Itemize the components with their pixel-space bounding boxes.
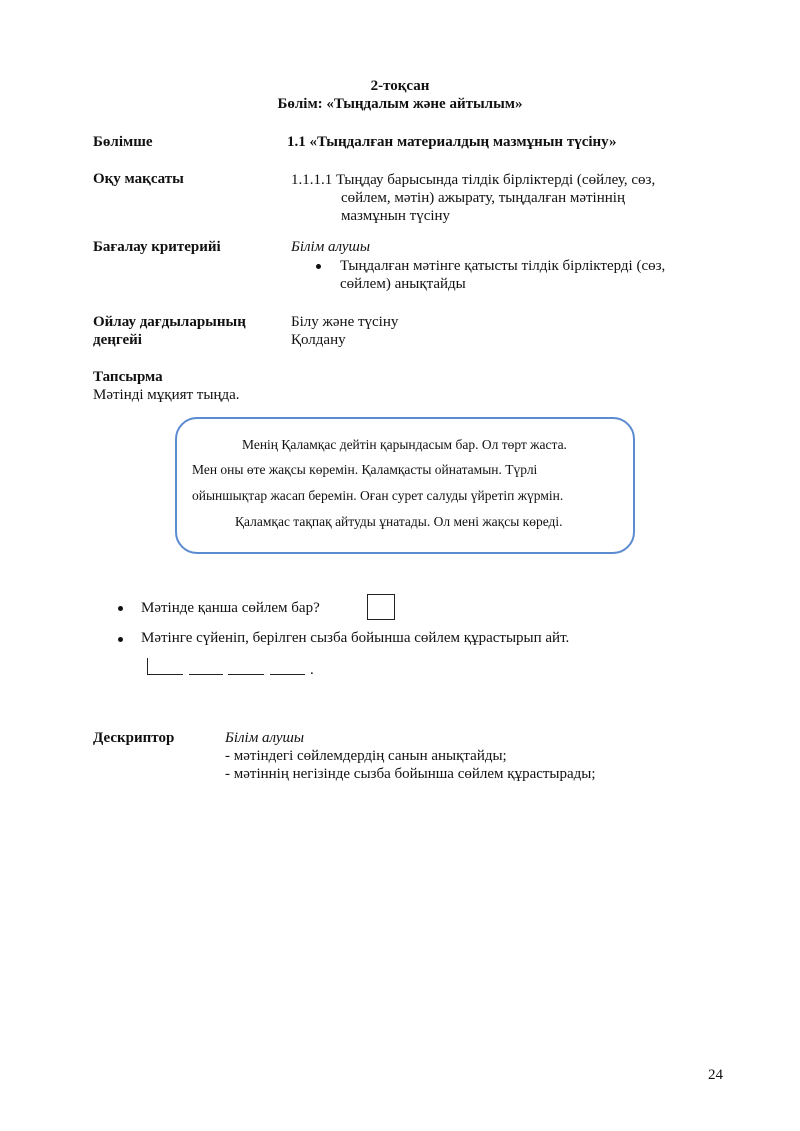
answer-box[interactable] xyxy=(367,594,395,620)
criteria-label: Бағалау критерийі xyxy=(93,239,221,255)
thinking-value-1: Білу және түсіну xyxy=(291,314,399,330)
question-2: Мәтінге сүйеніп, берілген сызба бойынша сөйлем құрастырып айт. xyxy=(141,630,570,646)
subsection-label: Бөлімше xyxy=(93,134,153,150)
scheme-word-2 xyxy=(189,674,223,675)
text-line-1: Менің Қаламқас дейтін қарындасым бар. Ол төрт жаста. xyxy=(242,437,567,452)
question-2-bullet xyxy=(118,637,123,642)
objective-line-3: мазмұнын түсіну xyxy=(341,208,451,224)
objective-line-2: сөйлем, мәтін) ажырату, тыңдалған мәтіннің xyxy=(341,190,625,206)
criteria-intro: Білім алушы xyxy=(291,239,371,255)
scheme-word-4 xyxy=(270,674,305,675)
text-line-2: Мен оны өте жақсы көремін. Қаламқасты ойнатамын. Түрлі xyxy=(192,462,538,477)
criteria-line-2: сөйлем) анықтайды xyxy=(340,276,466,292)
objective-label: Оқу мақсаты xyxy=(93,171,184,187)
criteria-bullet xyxy=(316,264,321,269)
scheme-capital-mark xyxy=(147,658,148,675)
page-number: 24 xyxy=(708,1067,723,1083)
criteria-line-1: Тыңдалған мәтінге қатысты тілдік бірліктерді (сөз, xyxy=(340,258,666,274)
thinking-value-2: Қолдану xyxy=(291,332,346,348)
question-1: Мәтінде қанша сөйлем бар? xyxy=(141,600,320,616)
text-line-4: Қаламқас тақпақ айтуды ұнатады. Ол мені жақсы көреді. xyxy=(235,514,563,529)
section-title: Бөлім: «Тыңдалым және айтылым» xyxy=(277,96,523,112)
question-1-bullet xyxy=(118,606,123,611)
quarter-title: 2-тоқсан xyxy=(370,78,430,94)
descriptor-item-1: - мәтіндегі сөйлемдердің санын анықтайды; xyxy=(225,748,507,764)
text-line-3: ойыншықтар жасап беремін. Оған сурет салуды үйретіп жүрмін. xyxy=(192,488,564,503)
descriptor-label: Дескриптор xyxy=(93,730,175,746)
subsection-value: 1.1 «Тыңдалған материалдың мазмұнын түсіну» xyxy=(287,134,617,150)
scheme-word-3 xyxy=(228,674,264,675)
thinking-label-line-2: деңгейі xyxy=(93,332,142,348)
thinking-label-line-1: Ойлау дағдыларының xyxy=(93,314,246,330)
scheme-word-1 xyxy=(147,674,183,675)
task-instruction: Мәтінді мұқият тыңда. xyxy=(93,387,240,403)
descriptor-intro: Білім алушы xyxy=(225,730,305,746)
objective-line-1: 1.1.1.1 Тыңдау барысында тілдік бірліктерді (сөйлеу, сөз, xyxy=(291,172,656,188)
scheme-period: . xyxy=(310,662,314,678)
descriptor-item-2: - мәтіннің негізінде сызба бойынша сөйлем құрастырады; xyxy=(225,766,596,782)
task-title: Тапсырма xyxy=(93,369,163,385)
